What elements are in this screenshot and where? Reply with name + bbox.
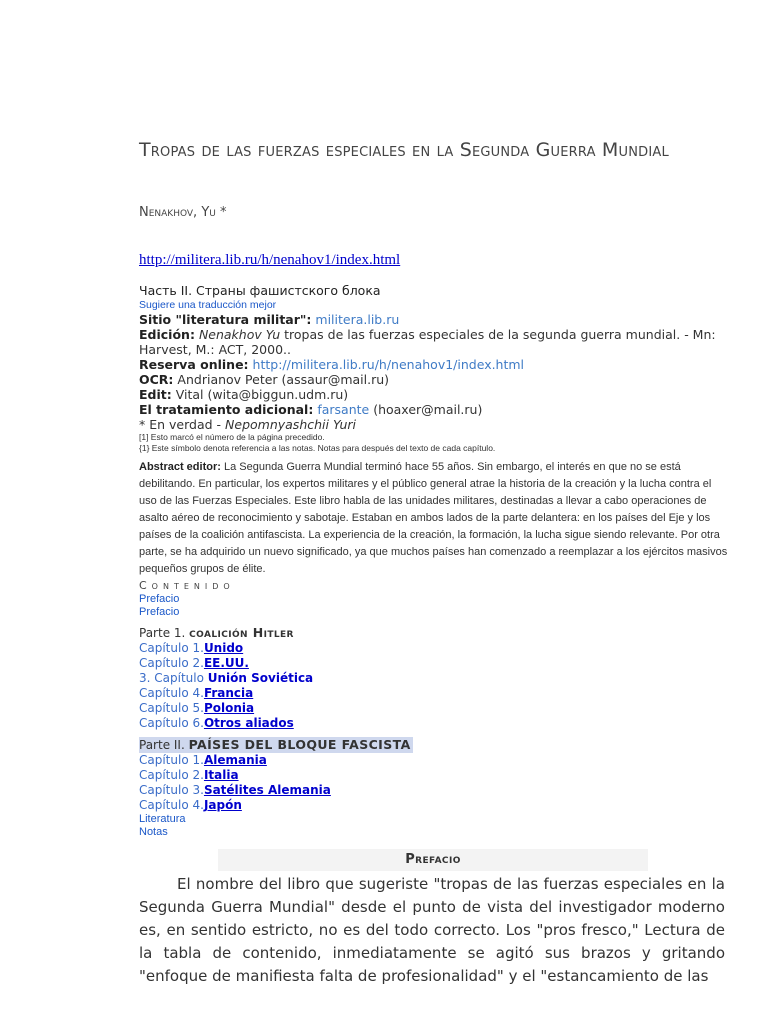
content-block xyxy=(139,283,729,839)
toc-chapter[interactable] xyxy=(139,656,729,671)
toc-chapter[interactable] xyxy=(139,798,729,813)
chapter-prefix: Capítulo 4. xyxy=(139,686,204,700)
toc-chapter[interactable] xyxy=(139,783,729,798)
site-label: Sitio "literatura militar": xyxy=(139,312,312,327)
source-link[interactable]: http://militera.lib.ru/h/nenahov1/index.html xyxy=(139,252,401,268)
chapter-link[interactable]: Otros aliados xyxy=(203,716,294,730)
edition-author: Nenakhov Yu xyxy=(198,327,281,342)
chapter-link[interactable]: Francia xyxy=(203,686,254,700)
author-line: Nenakhov, Yu * xyxy=(139,205,227,220)
part-2-title: PAÍSES DEL BLOQUE FASCISTA xyxy=(188,737,411,752)
meta-edit xyxy=(139,387,729,402)
chapter-prefix: 3. Capítulo xyxy=(139,671,204,685)
toc-chapter[interactable] xyxy=(139,641,729,656)
chapter-prefix: Capítulo 5. xyxy=(139,701,204,715)
chapter-prefix: Capítulo 1. xyxy=(139,641,204,655)
abstract-text: La Segunda Guerra Mundial terminó hace 55 años. Sin embargo, el interés en que no se está debilitando. En particular, los expertos militares y el público general atrae la historia de la creación y la lucha contra el uso de las Fuerzas Especiales. Este libro habla de las unidades militares, destinadas a llevar a cabo operaciones de asalto aéreo de reconocimiento y sabotaje. Estaban en ambos lados de la parte delantera: en los países del Eje y los países de la coalición antifascista. La experiencia de la creación, la formación, la lucha sigue siendo relevante. Por otra parte, se ha adquirido un nuevo significado, ya que muchos países han comenzado a reemplazar a los ejércitos masivos pequeños grupos de élite. xyxy=(139,461,728,575)
russian-heading: Часть II. Страны фашистского блока xyxy=(139,283,381,298)
toc-chapter[interactable] xyxy=(139,768,729,783)
note-2: {1} Este símbolo denota referencia a las notas. Notas para después del texto de cada capítulo. xyxy=(139,443,496,453)
part-1-heading xyxy=(139,625,729,641)
toc-chapter[interactable] xyxy=(139,716,729,731)
reserve-link[interactable]: http://militera.lib.ru/h/nenahov1/index.html xyxy=(252,357,525,372)
chapter-link[interactable]: Alemania xyxy=(203,753,267,767)
chapter-link[interactable]: Japón xyxy=(203,798,242,812)
meta-reserve xyxy=(139,357,729,372)
abstract-paragraph xyxy=(139,459,729,578)
part-1-title: coalición Hitler xyxy=(189,625,294,640)
preface-paragraph: El nombre del libro que sugeriste "tropas de las fuerzas especiales en la Segunda Guerra Mundial" desde el punto de vista del investigador moderno es, en sentido estricto, no es del todo correcto. Los "pros fresco," Lectura de la tabla de contenido, inmediatamente se agitó sus brazos y gritando "enfoque de manifiesta falta de profesionalidad" y el "estancamiento de las xyxy=(139,875,725,985)
chapter-prefix: Capítulo 1. xyxy=(139,753,204,767)
extra-value: (hoaxer@mail.ru) xyxy=(373,402,483,417)
ocr-value: Andrianov Peter (assaur@mail.ru) xyxy=(177,372,390,387)
contents-heading: Contenido xyxy=(139,579,235,592)
chapter-link[interactable]: Unido xyxy=(203,641,244,655)
chapter-prefix: Capítulo 2. xyxy=(139,656,204,670)
toc-chapter[interactable] xyxy=(139,686,729,701)
meta-extra xyxy=(139,402,729,417)
extra-link[interactable]: farsante xyxy=(317,402,370,417)
meta-ocr xyxy=(139,372,729,387)
chapter-link[interactable]: Italia xyxy=(203,768,239,782)
chapter-prefix: Capítulo 4. xyxy=(139,798,204,812)
toc-link-prefacio[interactable]: Prefacio xyxy=(139,593,180,605)
preface-heading: Prefacio xyxy=(218,849,648,871)
part-2-heading xyxy=(139,737,413,753)
meta-verdad xyxy=(139,417,729,432)
chapter-link[interactable]: EE.UU. xyxy=(203,656,249,670)
part-2-prefix: Parte II. xyxy=(139,738,185,752)
site-link[interactable]: militera.lib.ru xyxy=(315,312,400,327)
suggest-translation-link[interactable]: Sugiere una traducción mejor xyxy=(139,299,277,311)
extra-label: El tratamiento adicional: xyxy=(139,402,314,417)
verdad-name: Nepomnyashchii Yuri xyxy=(225,417,356,432)
chapter-link[interactable]: Satélites Alemania xyxy=(203,783,331,797)
ocr-label: OCR: xyxy=(139,372,174,387)
part-1-prefix: Parte 1. xyxy=(139,626,186,640)
edit-label: Edit: xyxy=(139,387,172,402)
note-1: [1] Esto marcó el número de la página precedido. xyxy=(139,432,325,442)
chapter-link[interactable]: Polonia xyxy=(203,701,255,715)
abstract-label: Abstract editor: xyxy=(139,461,221,473)
edition-text: tropas de las fuerzas especiales de la segunda guerra mundial. - Mn: Harvest, M.: ACT, 2000.. xyxy=(139,327,716,357)
toc-link-prefacio-2[interactable]: Prefacio xyxy=(139,606,180,618)
meta-site xyxy=(139,312,729,327)
document-title: Tropas de las fuerzas especiales en la Segunda Guerra Mundial xyxy=(139,139,669,161)
toc-chapter[interactable] xyxy=(139,671,729,686)
toc-chapter[interactable] xyxy=(139,701,729,716)
meta-edition xyxy=(139,327,729,357)
edition-label: Edición: xyxy=(139,327,195,342)
reserve-label: Reserva online: xyxy=(139,357,249,372)
verdad-prefix: * En verdad - xyxy=(139,417,222,432)
edit-value: Vital (wita@biggun.udm.ru) xyxy=(175,387,349,402)
toc-link-notas[interactable]: Notas xyxy=(139,826,168,838)
chapter-prefix: Capítulo 2. xyxy=(139,768,204,782)
toc-chapter[interactable] xyxy=(139,753,729,768)
toc-link-literatura[interactable]: Literatura xyxy=(139,813,186,825)
chapter-prefix: Capítulo 6. xyxy=(139,716,204,730)
chapter-prefix: Capítulo 3. xyxy=(139,783,204,797)
chapter-link[interactable]: Unión Soviética xyxy=(207,671,314,685)
